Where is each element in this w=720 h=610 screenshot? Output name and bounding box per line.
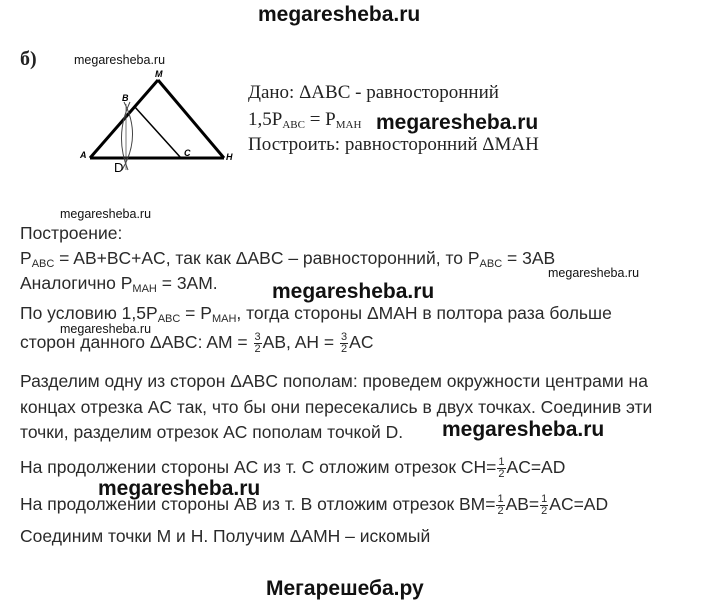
triangle-figure — [78, 66, 248, 176]
solution-line-1: $P_{ABC} = AB+BC+AC$, так как ΔABC – равносторонний, то $P_{ABC} = 3AB$ — [20, 248, 556, 270]
footer-watermark: Мегарешеба.ру — [266, 577, 424, 600]
label-m: M — [155, 69, 163, 79]
watermark-small: megaresheba.ru — [74, 53, 166, 67]
watermark-given: megaresheba.ru — [376, 111, 539, 134]
watermark-small: megaresheba.ru — [548, 266, 640, 280]
given-line-3: Построить: равносторонний ΔMAH — [248, 134, 539, 155]
solution-line-10: Соединим точки M и H. Получим ΔAMH – искомый — [20, 526, 431, 546]
label-b: B — [122, 93, 129, 103]
watermark-mid: megaresheba.ru — [272, 280, 435, 303]
label-c: C — [184, 148, 191, 158]
watermark-mid: megaresheba.ru — [98, 477, 261, 500]
part-label: б) — [20, 48, 37, 70]
fraction-3-2: $\frac{3}{2}$ — [254, 331, 261, 355]
watermark-mid: megaresheba.ru — [442, 418, 605, 441]
fraction-1-2: $\frac{1}{2}$ — [498, 456, 505, 480]
solution-line-7: точки, разделим отрезок AC пополам точкой D. — [20, 422, 404, 442]
solution-line-4: сторон данного ΔABC: AM = $\frac{3}{2}$ AB, AH = $\frac{3}{2}$ AC — [20, 331, 374, 355]
label-h: H — [226, 152, 233, 162]
header-watermark: megaresheba.ru — [258, 3, 421, 26]
watermark-small: megaresheba.ru — [60, 322, 152, 336]
fraction-1-2: $\frac{1}{2}$ — [541, 493, 548, 517]
label-d: D — [114, 160, 124, 175]
solution-line-6: концах отрезка AC так, что бы они пересекались в двух точках. Соединив эти — [20, 397, 653, 417]
solution-line-3: По условию $1,5P_{ABC} = P_{MAH}$, тогда стороны ΔMAH в полтора раза больше — [20, 303, 612, 325]
given-line-1: Дано: ΔABC - равносторонний — [248, 82, 499, 103]
watermark-small: megaresheba.ru — [60, 207, 152, 221]
fraction-3-2: $\frac{3}{2}$ — [341, 331, 348, 355]
solution-line-2: Аналогично $P_{MAH} = 3AM$. — [20, 273, 218, 295]
solution-heading: Построение: — [20, 223, 123, 243]
label-a: A — [80, 150, 87, 160]
given-line-2: $1,5P_{ABC} = P_{MAH}$ — [248, 109, 362, 131]
side-mh — [158, 80, 224, 158]
segment-bc — [134, 106, 181, 158]
fraction-1-2: $\frac{1}{2}$ — [497, 493, 504, 517]
solution-line-9: На продолжении стороны AB из т. B отложим отрезок BM= $\frac{1}{2}$ AB= $\frac{1}{2}$ AC=AD — [20, 493, 609, 517]
solution-line-5: Разделим одну из сторон ΔABC пополам: проведем окружности центрами на — [20, 371, 648, 391]
solution-line-8: На продолжении стороны AC из т. C отложим отрезок CH= $\frac{1}{2}$ AC=AD — [20, 456, 566, 480]
